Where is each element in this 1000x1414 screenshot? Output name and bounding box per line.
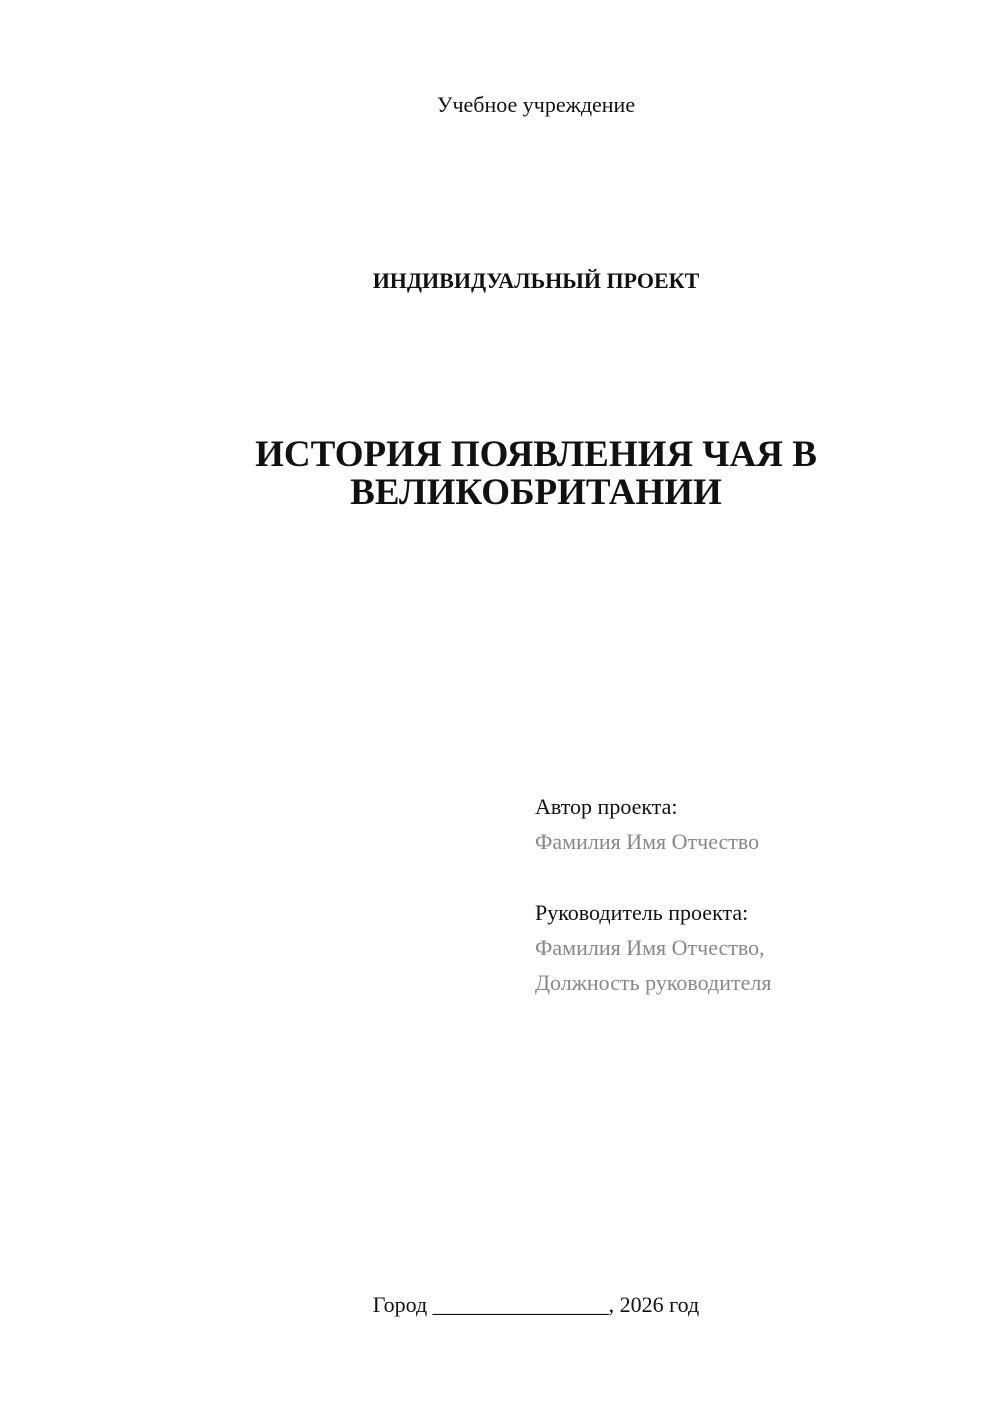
author-label: Автор проекта: xyxy=(535,794,678,819)
project-title-line-1: ИСТОРИЯ ПОЯВЛЕНИЯ ЧАЯ В xyxy=(255,434,817,475)
institution-name: Учебное учреждение xyxy=(436,92,636,117)
supervisor-position: Должность руководителя xyxy=(535,970,772,995)
author-name: Фамилия Имя Отчество xyxy=(535,829,760,854)
project-info-block xyxy=(535,789,975,1000)
supervisor-name: Фамилия Имя Отчество, xyxy=(535,935,765,960)
project-title xyxy=(0,436,1000,512)
info-spacer xyxy=(535,859,975,895)
supervisor-label: Руководитель проекта: xyxy=(535,900,749,925)
project-title-line-2: ВЕЛИКОБРИТАНИИ xyxy=(350,472,722,513)
city-year-footer: Город ________________, 2026 год xyxy=(372,1292,700,1317)
project-type-heading: ИНДИВИДУАЛЬНЫЙ ПРОЕКТ xyxy=(372,268,700,293)
